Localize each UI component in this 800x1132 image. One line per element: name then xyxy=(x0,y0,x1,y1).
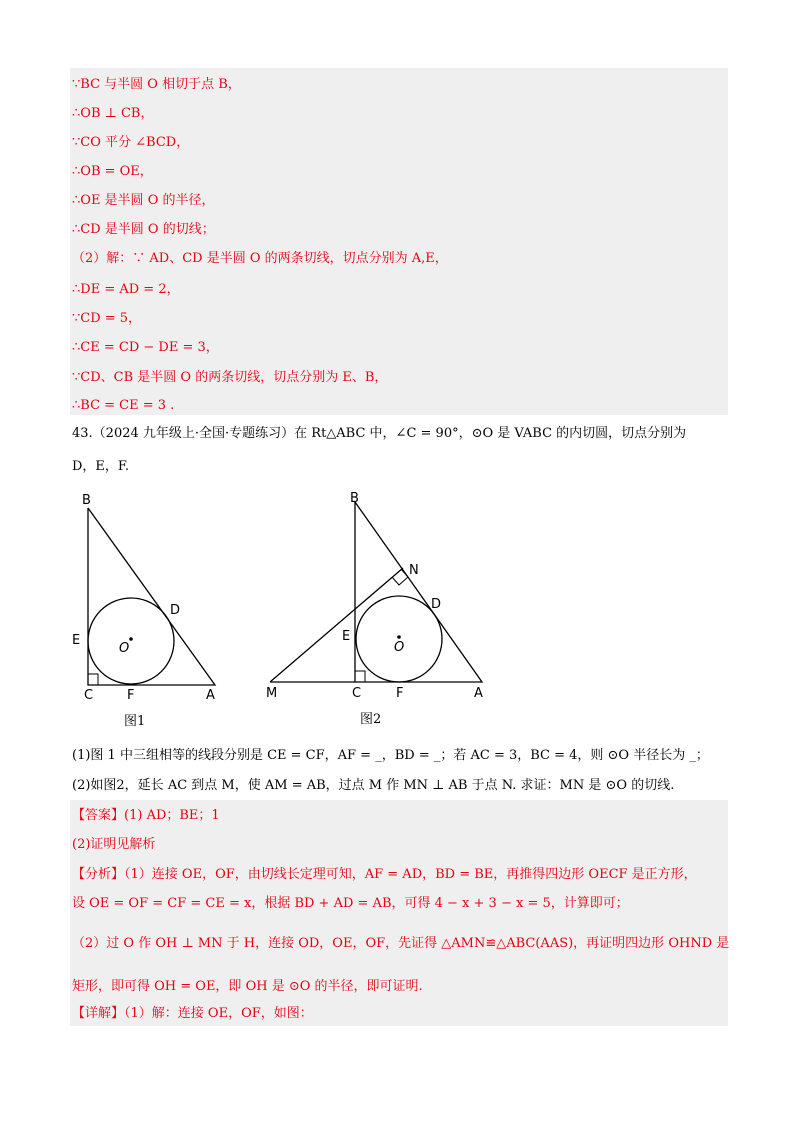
solution-line xyxy=(72,220,215,240)
solution-line xyxy=(72,309,141,329)
solution-prefix: ∵ xyxy=(72,311,81,326)
label-o-fig1: O xyxy=(119,641,130,656)
label-f-fig2: F xyxy=(396,686,404,701)
figure-1-caption: 图1 xyxy=(124,714,146,729)
detail-line-1 xyxy=(72,1004,313,1024)
problem-line-2: D，E，F. xyxy=(72,459,130,474)
answer-line-1 xyxy=(72,806,220,826)
label-d-fig1: D xyxy=(170,603,181,618)
label-e-fig2: E xyxy=(342,629,351,644)
figure-2 xyxy=(258,488,498,708)
answer-tag: 【答案】 xyxy=(72,808,125,823)
solution-prefix: ∴ xyxy=(72,398,81,413)
solution-line xyxy=(72,75,241,95)
solution-prefix: ∴ xyxy=(72,164,81,179)
solution-text: DE = AD = 2， xyxy=(80,282,180,297)
solution-prefix: ∴ xyxy=(72,193,81,208)
label-b-fig1: B xyxy=(82,493,91,508)
problem-line-1: 43.（2024 九年级上·全国·专题练习）在 Rt△ABC 中，∠C = 90°，⊙O 是 VABC 的内切圆，切点分别为 xyxy=(72,426,687,441)
label-a-fig1: A xyxy=(206,688,215,703)
solution-line xyxy=(72,133,189,153)
figure-2-caption: 图2 xyxy=(360,712,382,727)
solution-line xyxy=(72,191,214,211)
question-1: (1)图 1 中三组相等的线段分别是 CE = CF，AF = _，BD = _；若 AC = 3，BC = 4，则 ⊙O 半径长为 _； xyxy=(72,748,709,763)
solution-text: BC 与半圆 O 相切于点 B， xyxy=(80,77,241,92)
detail-tag: 【详解】 xyxy=(72,1006,125,1021)
label-c-fig1: C xyxy=(84,688,94,703)
solution-prefix: ∴ xyxy=(72,340,81,355)
question-2: (2)如图2，延长 AC 到点 M，使 AM = AB，过点 M 作 MN ⊥ AB 于点 N. 求证：MN 是 ⊙O 的切线. xyxy=(72,778,675,793)
incircle-fig1 xyxy=(88,598,174,684)
solution-text: CD、CB 是半圆 O 的两条切线，切点分别为 E、B， xyxy=(80,370,388,385)
incircle-fig2 xyxy=(356,596,442,682)
analysis-line-3: （2）过 O 作 OH ⊥ MN 于 H，连接 OD，OE，OF，先证得 △AMN≌△ABC(AAS)，再证明四边形 OHND 是 xyxy=(72,936,730,951)
solution-text: OB ⊥ CB， xyxy=(80,106,154,121)
solution-line xyxy=(72,280,180,300)
solution-panel-top xyxy=(70,68,728,415)
label-f-fig1: F xyxy=(127,688,135,703)
solution-line xyxy=(72,162,153,182)
right-angle-mark-c-fig2 xyxy=(355,671,365,682)
label-m-fig2: M xyxy=(266,686,278,701)
solution-text: （2）解：∵ AD、CD 是半圆 O 的两条切线，切点分别为 A,E， xyxy=(72,251,448,266)
label-o-fig2: O xyxy=(394,640,405,655)
center-dot-fig2 xyxy=(397,635,401,639)
analysis-tag: 【分析】 xyxy=(72,867,125,882)
solution-prefix: ∵ xyxy=(72,370,81,385)
solution-line xyxy=(72,338,219,358)
analysis-line-4: 矩形，即可得 OH = OE，即 OH 是 ⊙O 的半径，即可证明. xyxy=(72,979,423,994)
solution-text: CE = CD − DE = 3， xyxy=(80,340,219,355)
answer-part-1: (1) AD；BE；1 xyxy=(124,808,220,823)
figure-1 xyxy=(60,488,240,708)
label-d-fig2: D xyxy=(431,597,442,612)
solution-line xyxy=(72,104,153,124)
center-dot-fig1 xyxy=(129,637,133,641)
label-b-fig2: B xyxy=(350,491,359,506)
label-a-fig2: A xyxy=(474,686,483,701)
detail-text-1: （1）解：连接 OE，OF，如图： xyxy=(124,1006,313,1021)
analysis-line-1 xyxy=(72,865,697,885)
label-n-fig2: N xyxy=(409,563,419,578)
right-angle-mark-c xyxy=(88,674,98,685)
label-e-fig1: E xyxy=(72,633,81,648)
answer-line-2: (2)证明见解析 xyxy=(72,837,156,852)
solution-prefix: ∴ xyxy=(72,222,81,237)
solution-line xyxy=(72,249,448,269)
solution-text: BC = CE = 3 . xyxy=(80,398,175,413)
solution-prefix: ∵ xyxy=(72,77,81,92)
solution-line xyxy=(72,396,174,416)
solution-text: OE 是半圆 O 的半径， xyxy=(80,193,215,208)
solution-prefix: ∴ xyxy=(72,282,81,297)
solution-line xyxy=(72,368,387,388)
label-c-fig2: C xyxy=(352,686,362,701)
segment-mn xyxy=(270,568,403,682)
analysis-text-1: （1）连接 OE，OF，由切线长定理可知，AF = AD，BD = BE，再推得四边形 OECF 是正方形， xyxy=(124,867,697,882)
solution-text: OB = OE， xyxy=(80,164,153,179)
triangle-abc-fig1 xyxy=(88,508,215,685)
solution-text: CD = 5， xyxy=(80,311,142,326)
solution-prefix: ∵ xyxy=(72,135,81,150)
solution-text: CD 是半圆 O 的切线； xyxy=(80,222,215,237)
solution-prefix: ∴ xyxy=(72,106,81,121)
solution-text: CO 平分 ∠BCD， xyxy=(80,135,190,150)
analysis-line-2: 设 OE = OF = CF = CE = x，根据 BD + AD = AB，可得 4 − x + 3 − x = 5，计算即可； xyxy=(72,896,629,911)
